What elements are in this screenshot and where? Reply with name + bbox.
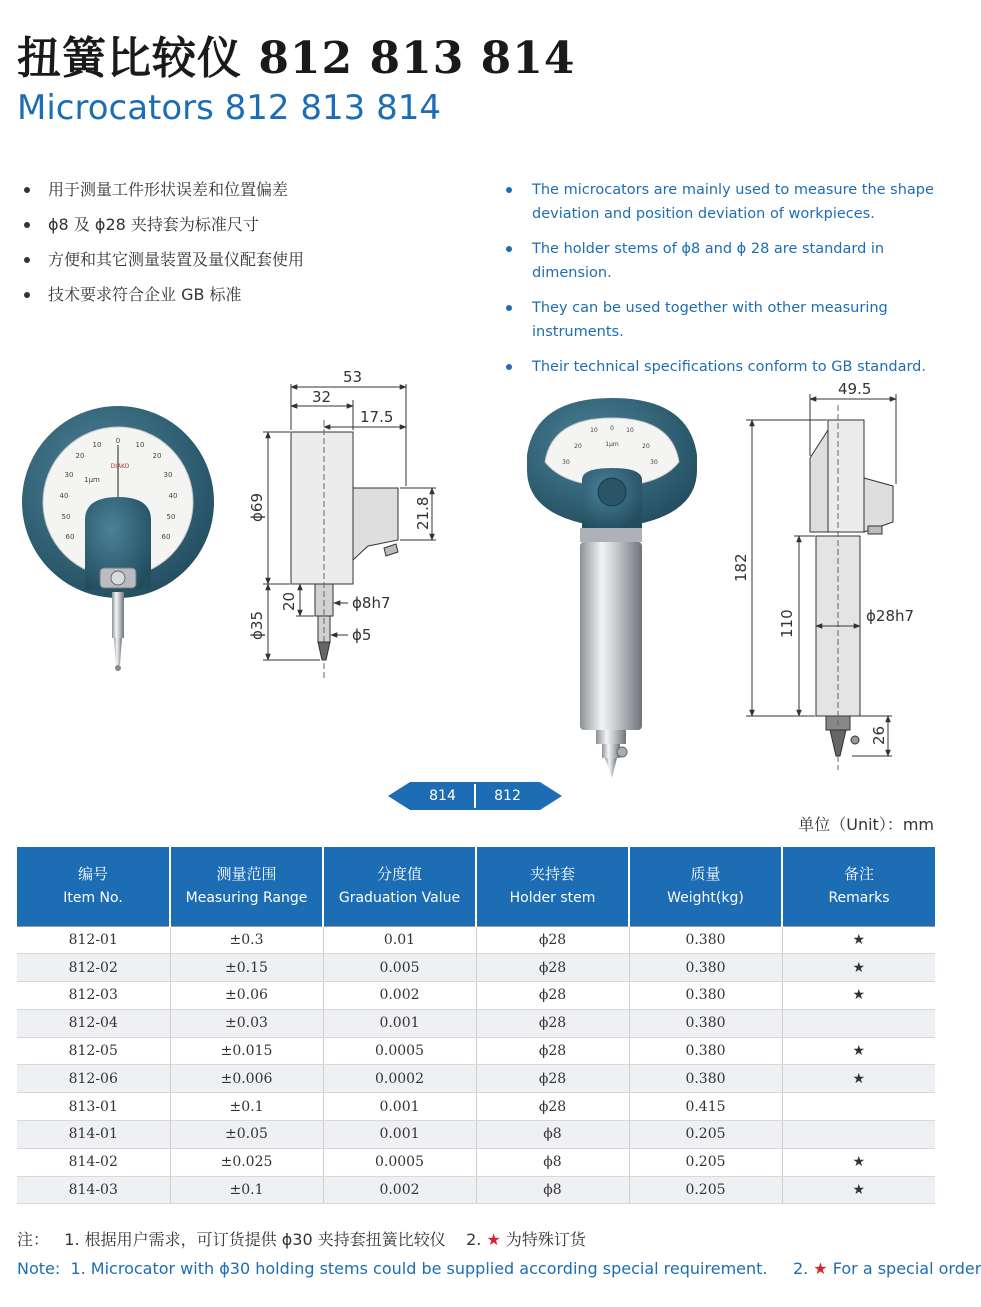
item-no-cell: 812-04: [17, 1009, 170, 1037]
table-row: [17, 1121, 935, 1149]
feature-item-cn: ϕ8 及 ϕ28 夹持套为标准尺寸: [22, 213, 462, 248]
star-icon: ★: [486, 1230, 501, 1249]
holder-stem-cell: ϕ8: [476, 1176, 629, 1204]
feature-item-en: The microcators are mainly used to measure the shape deviation and position deviation of workpieces.: [506, 178, 941, 226]
footnote-cn: 注： 1. 根据用户需求，可订货提供 ϕ30 夹持套扭簧比较仪 2. ★ 为特殊订货: [17, 1230, 586, 1249]
weight-cell: 0.380: [629, 1009, 782, 1037]
remarks-cell: [782, 1093, 935, 1121]
dial-scale-label: 30: [562, 459, 570, 466]
dial-scale-label: 50: [61, 513, 71, 521]
remarks-cell: ★: [782, 1065, 935, 1093]
table-header-cell: 测量范围 Measuring Range: [170, 847, 323, 926]
drawing-812: [746, 394, 896, 770]
table-row: [17, 1148, 935, 1176]
feature-item-en: Their technical specifications conform to GB standard.: [506, 355, 941, 379]
table-body: [17, 926, 935, 1204]
holder-stem-cell: ϕ28: [476, 982, 629, 1010]
dim-label: 32: [312, 388, 332, 406]
remarks-cell: ★: [782, 926, 935, 954]
dim-label: 110: [778, 609, 796, 638]
item-no-cell: 812-05: [17, 1037, 170, 1065]
holder-stem-cell: ϕ28: [476, 1009, 629, 1037]
dim-label: ϕ28h7: [866, 607, 915, 625]
measuring-range-cell: ±0.05: [170, 1121, 323, 1149]
weight-cell: 0.380: [629, 954, 782, 982]
weight-cell: 0.415: [629, 1093, 782, 1121]
holder-stem-cell: ϕ28: [476, 1065, 629, 1093]
table-header-cell: 备注 Remarks: [782, 847, 935, 926]
variant-label-814: 814: [429, 788, 456, 804]
dim-label: 20: [280, 591, 298, 611]
item-no-cell: 814-01: [17, 1121, 170, 1149]
weight-cell: 0.380: [629, 982, 782, 1010]
graduation-value-cell: 0.002: [323, 982, 476, 1010]
table-row: [17, 926, 935, 954]
table-row: [17, 1093, 935, 1121]
dim-label: ϕ69: [248, 493, 266, 522]
measuring-range-cell: ±0.15: [170, 954, 323, 982]
dim-label: ϕ8h7: [352, 594, 391, 612]
graduation-value-cell: 0.0002: [323, 1065, 476, 1093]
dial-scale-label: 40: [168, 492, 178, 500]
dial-scale-label: 10: [626, 427, 634, 434]
table-header-row: [17, 847, 935, 926]
spec-table: [17, 847, 935, 1204]
table-row: [17, 1037, 935, 1065]
holder-stem-cell: ϕ28: [476, 926, 629, 954]
graduation-value-cell: 0.001: [323, 1009, 476, 1037]
table-header-cell: 质量 Weight(kg): [629, 847, 782, 926]
holder-stem-cell: ϕ28: [476, 1037, 629, 1065]
measuring-range-cell: ±0.3: [170, 926, 323, 954]
dial-scale-label: 10: [135, 441, 145, 449]
dial-scale-label: 20: [75, 452, 85, 460]
item-no-cell: 812-03: [17, 982, 170, 1010]
dim-label: 49.5: [838, 380, 872, 398]
table-row: [17, 954, 935, 982]
dim-label: ϕ35: [248, 611, 266, 640]
graduation-value-cell: 0.005: [323, 954, 476, 982]
dial-unit-label: 1μm: [84, 476, 100, 484]
dim-label: 182: [732, 553, 750, 582]
measuring-range-cell: ±0.1: [170, 1093, 323, 1121]
measuring-range-cell: ±0.025: [170, 1148, 323, 1176]
remarks-cell: ★: [782, 1176, 935, 1204]
feature-item-cn: 技术要求符合企业 GB 标准: [22, 283, 462, 318]
dial-scale-label: 30: [64, 471, 74, 479]
page-title-cn: 扭簧比较仪 812 813 814: [17, 33, 576, 84]
table-header-cell: 分度值 Graduation Value: [323, 847, 476, 926]
footnote-en: Note: 1. Microcator with ϕ30 holding stems could be supplied according special requirement. 2. ★ For a special order: [17, 1259, 981, 1278]
feature-item-en: The holder stems of ϕ8 and ϕ 28 are standard in dimension.: [506, 237, 941, 285]
product-photo-814: [22, 406, 214, 671]
dim-label: ϕ5: [352, 626, 372, 644]
graduation-value-cell: 0.001: [323, 1121, 476, 1149]
item-no-cell: 813-01: [17, 1093, 170, 1121]
graduation-value-cell: 0.0005: [323, 1148, 476, 1176]
remarks-cell: ★: [782, 1148, 935, 1176]
measuring-range-cell: ±0.1: [170, 1176, 323, 1204]
weight-cell: 0.380: [629, 926, 782, 954]
item-no-cell: 812-01: [17, 926, 170, 954]
item-no-cell: 812-02: [17, 954, 170, 982]
table-header-cell: 编号 Item No.: [17, 847, 170, 926]
weight-cell: 0.205: [629, 1176, 782, 1204]
weight-cell: 0.380: [629, 1065, 782, 1093]
feature-list-en: [506, 178, 941, 390]
unit-note: 单位（Unit）：mm: [798, 815, 934, 834]
dial-scale-label: 10: [590, 427, 598, 434]
graduation-value-cell: 0.01: [323, 926, 476, 954]
dial-scale-label: 30: [650, 459, 658, 466]
product-photo-812: [527, 398, 697, 778]
dial-scale-label: 0: [115, 437, 121, 445]
remarks-cell: ★: [782, 1037, 935, 1065]
dim-label: 17.5: [360, 408, 394, 426]
remarks-cell: ★: [782, 954, 935, 982]
item-no-cell: 814-03: [17, 1176, 170, 1204]
dim-label: 21.8: [414, 496, 432, 530]
table-row: [17, 1009, 935, 1037]
remarks-cell: ★: [782, 982, 935, 1010]
dial-scale-label: 30: [163, 471, 173, 479]
dial-brand-label: DIAKO: [110, 463, 130, 470]
star-icon: ★: [813, 1259, 828, 1278]
graduation-value-cell: 0.0005: [323, 1037, 476, 1065]
drawing-814: [263, 384, 436, 680]
weight-cell: 0.205: [629, 1148, 782, 1176]
item-no-cell: 812-06: [17, 1065, 170, 1093]
graduation-value-cell: 0.002: [323, 1176, 476, 1204]
feature-item-en: They can be used together with other measuring instruments.: [506, 296, 941, 344]
item-no-cell: 814-02: [17, 1148, 170, 1176]
measuring-range-cell: ±0.03: [170, 1009, 323, 1037]
table-row: [17, 1176, 935, 1204]
product-drawings: [0, 360, 950, 820]
table-header-cell: 夹持套 Holder stem: [476, 847, 629, 926]
holder-stem-cell: ϕ8: [476, 1148, 629, 1176]
dial-scale-label: 10: [92, 441, 102, 449]
dial-scale-label: 20: [574, 443, 582, 450]
feature-item-cn: 用于测量工件形状误差和位置偏差: [22, 178, 462, 213]
weight-cell: 0.380: [629, 1037, 782, 1065]
dial-scale-label: 60: [161, 533, 171, 541]
table-row: [17, 982, 935, 1010]
holder-stem-cell: ϕ28: [476, 1093, 629, 1121]
graduation-value-cell: 0.001: [323, 1093, 476, 1121]
table-row: [17, 1065, 935, 1093]
measuring-range-cell: ±0.006: [170, 1065, 323, 1093]
dial-scale-label: 20: [152, 452, 162, 460]
measuring-range-cell: ±0.06: [170, 982, 323, 1010]
feature-item-cn: 方便和其它测量装置及量仪配套使用: [22, 248, 462, 283]
measuring-range-cell: ±0.015: [170, 1037, 323, 1065]
holder-stem-cell: ϕ28: [476, 954, 629, 982]
holder-stem-cell: ϕ8: [476, 1121, 629, 1149]
dial-scale-label: 20: [642, 443, 650, 450]
dial-scale-label: 60: [65, 533, 75, 541]
dim-label: 53: [343, 368, 363, 386]
feature-list-cn: [22, 178, 462, 318]
page-title-en: Microcators 812 813 814: [17, 88, 441, 128]
variant-label-812: 812: [494, 788, 521, 804]
dial-scale-label: 40: [59, 492, 69, 500]
remarks-cell: [782, 1009, 935, 1037]
remarks-cell: [782, 1121, 935, 1149]
dial-scale-label: 50: [166, 513, 176, 521]
dial-unit-label: 1μm: [605, 441, 619, 448]
dial-scale-label: 0: [610, 425, 614, 432]
dim-label: 26: [870, 725, 888, 745]
weight-cell: 0.205: [629, 1121, 782, 1149]
